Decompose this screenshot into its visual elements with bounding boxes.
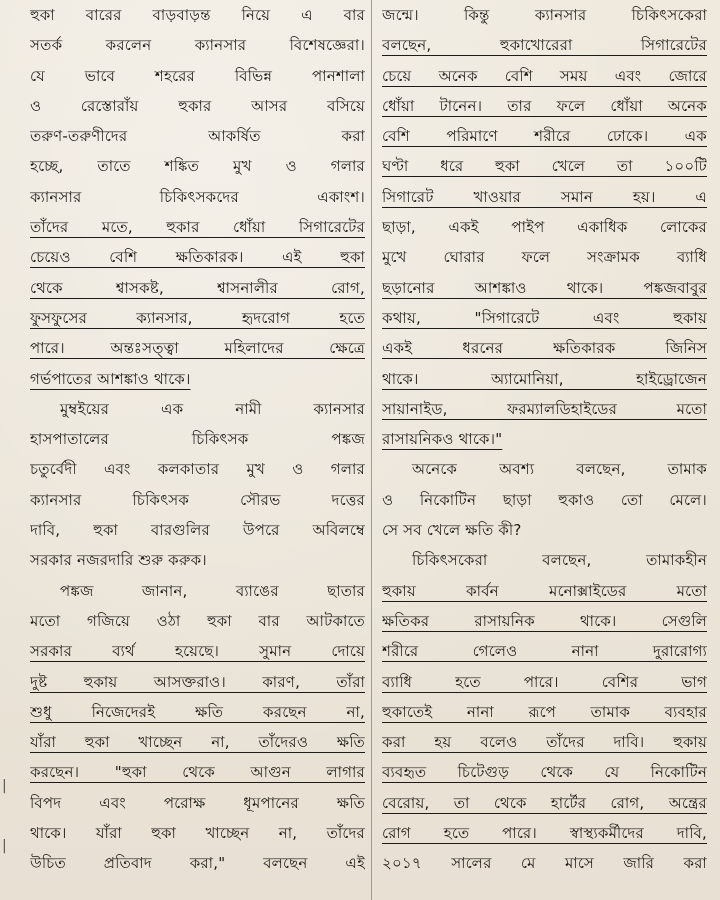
text-line: তাঁদের মতে, হুকার ধোঁয়া সিগারেটের bbox=[30, 218, 365, 237]
text-line: ও রেস্তোরাঁয় হুকার আসর বসিয়ে bbox=[30, 96, 365, 115]
text-line: ধোঁয়া টানেন। তার ফলে ধোঁয়া অনেক bbox=[382, 96, 707, 115]
text-line: ব্যাধি হতে পারে। বেশির ভাগ bbox=[382, 672, 707, 691]
paragraph bbox=[382, 0, 707, 454]
text-line: ঘণ্টা ধরে হুকা খেলে তা ১০০টি bbox=[382, 157, 707, 176]
edge-mark: | bbox=[2, 778, 7, 794]
text-line: চতুর্বেদী এবং কলকাতার মুখ ও গলার bbox=[30, 460, 365, 479]
text-line: করা হয় বলেও তাঁদের দাবি। হুকায় bbox=[382, 733, 707, 752]
text-line: থাকে। যাঁরা হুকা খাচ্ছেন না, তাঁদের bbox=[30, 824, 365, 843]
article-column-right bbox=[382, 0, 707, 900]
text-line: মুখে ঘোরার ফলে সংক্রামক ব্যাধি bbox=[382, 248, 707, 267]
text-line: গর্ভপাতের আশঙ্কাও থাকে। bbox=[30, 369, 191, 388]
text-line: হচ্ছে, তাতে শঙ্কিত মুখ ও গলার bbox=[30, 157, 365, 176]
text-line: মুম্বইয়ের এক নামী ক্যানসার bbox=[60, 399, 365, 418]
article-column-left bbox=[30, 0, 365, 900]
edge-mark: | bbox=[2, 838, 7, 854]
text-line: চেয়েও বেশি ক্ষতিকারক। এই হুকা bbox=[30, 248, 365, 267]
text-line: যাঁরা হুকা খাচ্ছেন না, তাঁদেরও ক্ষতি bbox=[30, 733, 365, 752]
text-line: সতর্ক করলেন ক্যানসার বিশেষজ্ঞেরা। bbox=[30, 36, 365, 55]
text-line: সরকার নজরদারি শুরু করুক। bbox=[30, 551, 207, 570]
text-line: পঙ্কজ জানান, ব্যাঙের ছাতার bbox=[60, 581, 365, 600]
text-line: ক্যানসার চিকিৎসক সৌরভ দত্তের bbox=[30, 490, 365, 509]
text-line: ক্যানসার চিকিৎসকদের একাংশ। bbox=[30, 187, 365, 206]
text-line: হুকাতেই নানা রূপে তামাক ব্যবহার bbox=[382, 702, 707, 721]
text-line: ছড়ানোর আশঙ্কাও থাকে। পঙ্কজবাবুর bbox=[382, 278, 707, 297]
text-line: করছেন। "হুকা থেকে আগুন লাগার bbox=[30, 763, 365, 782]
text-line: উচিত প্রতিবাদ করা," বলছেন এই bbox=[30, 854, 365, 873]
text-line: মতো গজিয়ে ওঠা হুকা বার আটকাতে bbox=[30, 611, 365, 630]
text-line: একই ধরনের ক্ষতিকারক জিনিস bbox=[382, 339, 707, 358]
text-line: সায়ানাইড, ফরম্যালডিহাইডের মতো bbox=[382, 399, 707, 418]
text-line: সরকার ব্যর্থ হয়েছে। সুমান দোয়ে bbox=[30, 642, 365, 661]
text-line: জন্মে। কিন্তু ক্যানসার চিকিৎসকেরা bbox=[382, 6, 707, 24]
text-line: বিপদ এবং পরোক্ষ ধূমপানের ক্ষতি bbox=[30, 793, 365, 812]
text-line: হাসপাতালের চিকিৎসক পঙ্কজ bbox=[30, 430, 365, 449]
text-line: বেরোয়, তা থেকে হার্টের রোগ, অন্ত্রের bbox=[382, 793, 707, 812]
text-line: হুকা বারের বাড়বাড়ন্ত নিয়ে এ বার bbox=[30, 6, 365, 24]
text-line: রাসায়নিকও থাকে।" bbox=[382, 430, 503, 449]
text-line: রোগ হতে পারে। স্বাস্থ্যকর্মীদের দাবি, bbox=[382, 824, 707, 843]
paragraph bbox=[382, 545, 707, 878]
text-line: শুধু নিজেদেরই ক্ষতি করছেন না, bbox=[30, 702, 365, 721]
text-line: ২০১৭ সালের মে মাসে জারি করা bbox=[382, 854, 707, 873]
text-line: হুকায় কার্বন মনোক্সাইডের মতো bbox=[382, 581, 707, 600]
text-line: চেয়ে অনেক বেশি সময় এবং জোরে bbox=[382, 66, 707, 85]
text-line: দুষ্ট হুকায় আসক্তরাও। কারণ, তাঁরা bbox=[30, 672, 365, 691]
text-line: থেকে শ্বাসকষ্ট, শ্বাসনালীর রোগ, bbox=[30, 278, 365, 297]
paragraph bbox=[30, 0, 365, 394]
text-line: ও নিকোটিন ছাড়া হুকাও তো মেলে। bbox=[382, 490, 707, 509]
text-line: ক্ষতিকর রাসায়নিক থাকে। সেগুলি bbox=[382, 611, 707, 630]
text-line: থাকে। অ্যামোনিয়া, হাইড্রোজেন bbox=[382, 369, 707, 388]
text-line: বলছেন, হুকাখোরেরা সিগারেটের bbox=[382, 36, 707, 55]
text-line: ফুসফুসের ক্যানসার, হৃদরোগ হতে bbox=[30, 308, 365, 327]
text-line: ছাড়া, একই পাইপ একাধিক লোকের bbox=[382, 218, 707, 237]
text-line: পারে। অন্তঃসত্ত্বা মহিলাদের ক্ষেত্রে bbox=[30, 339, 365, 358]
text-line: দাবি, হুকা বারগুলির উপরে অবিলম্বে bbox=[30, 521, 365, 540]
text-line: সে সব খেলে ক্ষতি কী? bbox=[382, 521, 522, 540]
paragraph bbox=[30, 576, 365, 879]
text-line: শরীরে গেলেও নানা দুরারোগ্য bbox=[382, 642, 707, 661]
column-divider bbox=[371, 0, 372, 900]
paragraph bbox=[30, 394, 365, 576]
text-line: সিগারেট খাওয়ার সমান হয়। এ bbox=[382, 187, 707, 206]
text-line: বেশি পরিমাণে শরীরে ঢোকে। এক bbox=[382, 127, 707, 146]
text-line: যে ভাবে শহরের বিভিন্ন পানশালা bbox=[30, 66, 365, 85]
paragraph bbox=[382, 454, 707, 545]
text-line: তরুণ-তরুণীদের আকর্ষিত করা bbox=[30, 127, 365, 146]
text-line: চিকিৎসকেরা বলছেন, তামাকহীন bbox=[412, 551, 707, 570]
text-line: কথায়, "সিগারেটে এবং হুকায় bbox=[382, 308, 707, 327]
text-line: ব্যবহৃত চিটেগুড় থেকে যে নিকোটিন bbox=[382, 763, 707, 782]
text-line: অনেকে অবশ্য বলছেন, তামাক bbox=[412, 460, 707, 479]
